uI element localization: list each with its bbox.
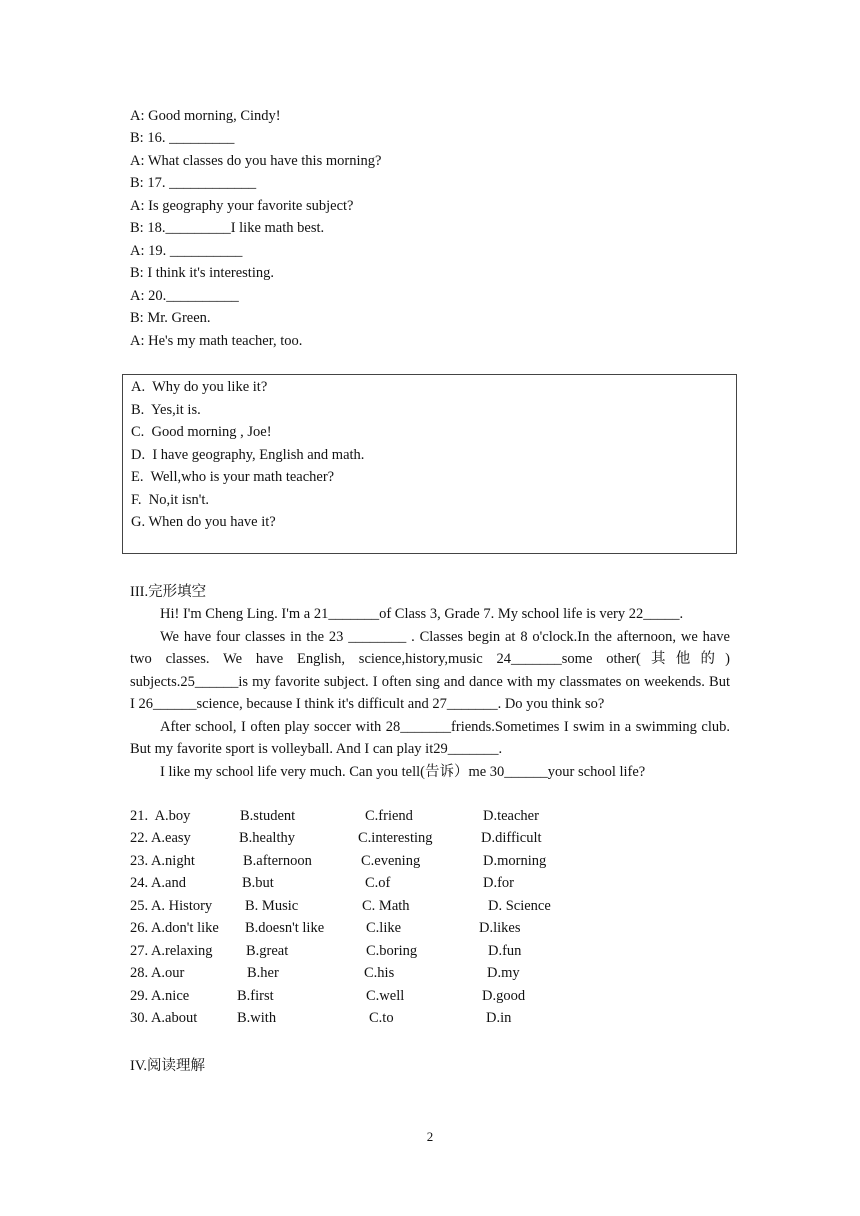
option-item: A. Why do you like it? (131, 379, 268, 395)
choice-b: B.but (242, 875, 274, 891)
choice-d: D. Science (488, 898, 551, 914)
option-item: B. Yes,it is. (131, 402, 201, 418)
choice-c: C. Math (362, 898, 410, 914)
choice-d: D.my (487, 965, 520, 981)
dialogue-line: A: 20.__________ (130, 288, 239, 304)
choice-c: C.well (366, 988, 405, 1004)
choice-a: 28. A.our (130, 965, 185, 981)
dialogue-line: B: 16. _________ (130, 130, 235, 146)
choice-d: D.difficult (481, 830, 542, 846)
choice-c: C.like (366, 920, 402, 936)
choice-c: C.of (365, 875, 391, 891)
choice-d: D.teacher (483, 808, 539, 824)
choice-c: C.his (364, 965, 395, 981)
page-number: 2 (426, 1129, 434, 1144)
choice-a: 22. A.easy (130, 830, 191, 846)
choice-d: D.in (486, 1010, 512, 1026)
cloze-paragraph: After school, I often play soccer with 28_______friends.Sometimes I swim in a swimming club. But my favorite sport is volleyball. And I can play it29_______. (130, 718, 730, 757)
choice-b: B.great (246, 943, 289, 959)
choice-b: B.doesn't like (245, 920, 325, 936)
dialogue-line: A: He's my math teacher, too. (130, 333, 303, 349)
choice-c: C.friend (365, 808, 413, 824)
choice-b: B.afternoon (243, 853, 312, 869)
cloze-paragraph: Hi! I'm Cheng Ling. I'm a 21_______of Class 3, Grade 7. My school life is very 22_____. (160, 606, 684, 622)
option-item: G. When do you have it? (131, 514, 276, 530)
dialogue-line: B: I think it's interesting. (130, 265, 274, 281)
choice-b: B. Music (245, 898, 299, 914)
choice-b: B.healthy (239, 830, 295, 846)
cloze-passage (130, 603, 730, 783)
choice-b: B.with (237, 1010, 277, 1026)
choice-d: D.fun (488, 943, 522, 959)
choice-d: D.morning (483, 853, 547, 869)
dialogue-line: A: Is geography your favorite subject? (130, 198, 354, 214)
choice-a: 29. A.nice (130, 988, 190, 1004)
dialogue-line: B: 18._________I like math best. (130, 220, 325, 236)
choice-a: 21. A.boy (130, 808, 191, 824)
choice-c: C.evening (361, 853, 421, 869)
dialogue-line: A: What classes do you have this morning? (130, 153, 382, 169)
options-box (122, 374, 737, 554)
dialogue-line: B: 17. ____________ (130, 175, 257, 191)
choice-b: B.student (240, 808, 296, 824)
option-item: F. No,it isn't. (131, 492, 209, 508)
choice-a: 25. A. History (130, 898, 213, 914)
choice-c: C.boring (366, 943, 418, 959)
option-item: E. Well,who is your math teacher? (131, 469, 335, 485)
choice-d: D.for (483, 875, 515, 891)
cloze-paragraph: I like my school life very much. Can you tell(告诉）me 30______your school life? (160, 763, 646, 780)
option-item: D. I have geography, English and math. (131, 447, 365, 463)
dialogue-line: A: Good morning, Cindy! (130, 108, 281, 124)
choice-b: B.her (247, 965, 279, 981)
choice-d: D.good (482, 988, 526, 1004)
choice-a: 23. A.night (130, 853, 195, 869)
dialogue-line: A: 19. __________ (130, 243, 243, 259)
choice-c: C.to (369, 1010, 394, 1026)
choice-a: 30. A.about (130, 1010, 198, 1026)
dialogue-line: B: Mr. Green. (130, 310, 211, 326)
choice-a: 26. A.don't like (130, 920, 219, 936)
cloze-paragraph: We have four classes in the 23 ________ . Classes begin at 8 o'clock.In the afternoon, we have two classes. We have English, science,history,music 24_______some other(其他的) subjects.25______is my favorite subject. I often sing and dance with my classmates on weekends. But I 26______science, because I think it's difficult and 27_______. Do you think so? (130, 628, 730, 712)
choice-a: 24. A.and (130, 875, 186, 891)
section-3-title: III.完形填空 (130, 584, 207, 600)
option-item: C. Good morning , Joe! (131, 424, 272, 440)
choice-b: B.first (237, 988, 274, 1004)
choice-c: C.interesting (358, 830, 433, 846)
choice-d: D.likes (479, 920, 521, 936)
section-4-title: IV.阅读理解 (130, 1058, 206, 1074)
choice-a: 27. A.relaxing (130, 943, 213, 959)
